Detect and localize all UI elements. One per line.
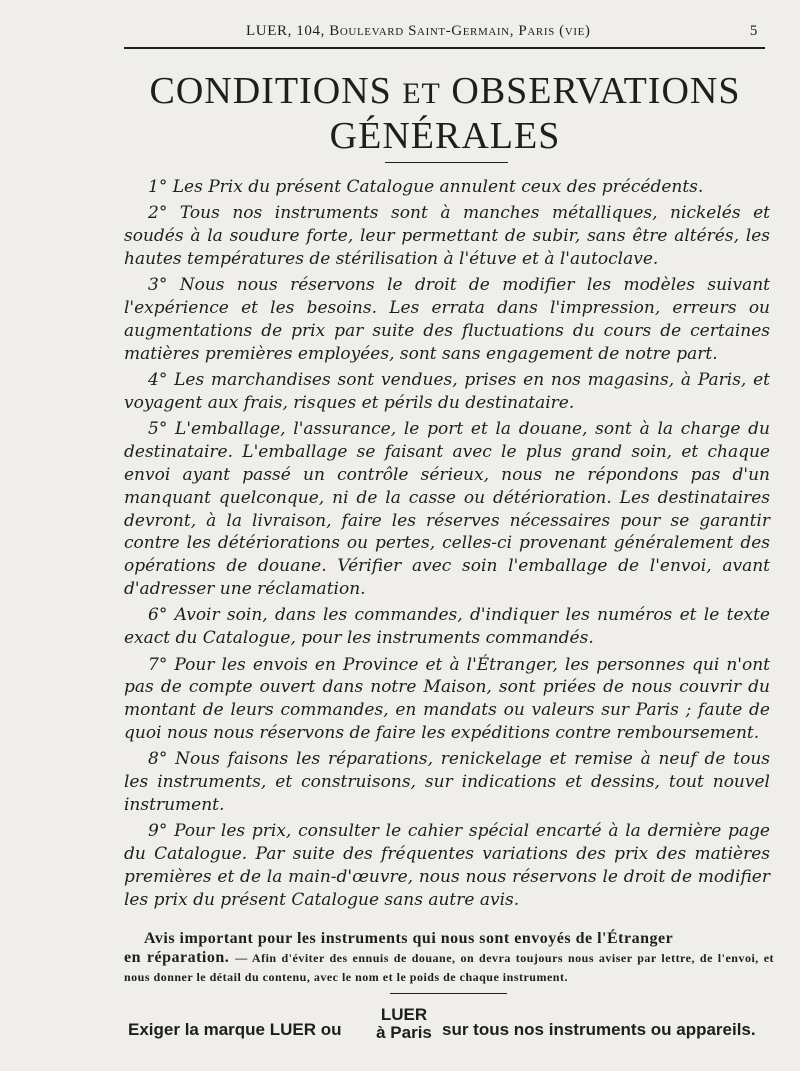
- conditions-list: [124, 176, 770, 915]
- running-header: [124, 22, 764, 44]
- condition-paragraph-1: 1° Les Prix du présent Catalogue annulent ceux des précédents.: [148, 177, 704, 197]
- brand-requirement-line: [124, 1006, 774, 1050]
- condition-paragraph-5: 5° L'emballage, l'assurance, le port et la douane, sont à la charge du destinataire. L'emballage se faisant avec le plus grand soin, et chaque envoi ayant passé un contrôle sérieux, nous ne répondons pas d'un manquant quelconque, ni de la casse ou détérioration. Les destinataires devront, à la livraison, faire les réserves nécessaires pour se garantir contre les détériorations ou pertes, celles-ci provenant généralement des opérations de douane. Vérifier avec soin l'emballage de l'envoi, avant d'adresser une réclamation.: [124, 419, 770, 599]
- condition-paragraph-6: 6° Avoir soin, dans les commandes, d'indiquer les numéros et le texte exact du Catalogue, pour les instruments commandés.: [124, 605, 770, 649]
- footer-rule: [390, 993, 507, 994]
- header-address: LUER, 104, Boulevard Saint-Germain, Paris (vie): [246, 23, 591, 39]
- page-title: [100, 70, 790, 157]
- title-word-observations: OBSERVATIONS: [451, 70, 741, 112]
- notice-body: — Afin d'éviter des ennuis de douane, on devra toujours nous aviser par lettre, de l'envoi, et nous donner le détail du contenu, avec le nom et le poids de chaque instrument.: [124, 951, 775, 984]
- luer-paris-mark: [374, 1006, 434, 1042]
- mark-line-2: à Paris: [376, 1023, 432, 1042]
- mark-line-1: LUER: [380, 1005, 428, 1024]
- notice-heading: [124, 929, 774, 986]
- title-rule: [385, 162, 508, 163]
- brand-text-after: sur tous nos instruments ou appareils.: [442, 1020, 756, 1039]
- condition-paragraph-9: 9° Pour les prix, consulter le cahier spécial encarté à la dernière page du Catalogue. Par suite des fréquentes variations des prix des matières premières et de la main-d'œuvre, nous nous réservons le droit de modifier les prix du présent Catalogue sans autre avis.: [124, 821, 770, 910]
- condition-paragraph-2: 2° Tous nos instruments sont à manches métalliques, nickelés et soudés à la soudure forte, leur permettant de subir, sans être altérés, les hautes températures de stérilisation à l'étuve et à l'autoclave.: [124, 203, 770, 269]
- important-notice: [124, 929, 774, 986]
- condition-paragraph-3: 3° Nous nous réservons le droit de modifier les modèles suivant l'expérience et les besoins. Les errata dans l'impression, erreurs ou augmentations de prix par suite des fluctuations du cours de certaines matières premières employées, sont sans engagement de notre part.: [124, 275, 770, 364]
- header-rule: [124, 47, 765, 49]
- page-number: 5: [749, 23, 758, 39]
- notice-heading-line-2: en réparation.: [124, 949, 230, 966]
- condition-paragraph-4: 4° Les marchandises sont vendues, prises en nos magasins, à Paris, et voyagent aux frais, risques et périls du destinataire.: [124, 370, 770, 413]
- notice-heading-line-1: Avis important pour les instruments qui nous sont envoyés de l'Étranger: [144, 930, 674, 947]
- title-word-et: ET: [402, 77, 441, 110]
- title-word-conditions: CONDITIONS: [149, 70, 392, 112]
- brand-text-before: Exiger la marque LUER ou: [128, 1020, 342, 1039]
- title-line-1: [100, 70, 790, 115]
- condition-paragraph-7: 7° Pour les envois en Province et à l'Étranger, les personnes qui n'ont pas de compte ouvert dans notre Maison, sont priées de nous couvrir du montant de leurs commandes, en mandats ou valeurs sur Paris ; faute de quoi nous nous réservons de faire les expéditions contre remboursement.: [124, 654, 770, 743]
- title-line-2: GÉNÉRALES: [329, 115, 561, 157]
- condition-paragraph-8: 8° Nous faisons les réparations, renickelage et remise à neuf de tous les instruments, et construisons, sur indications et dessins, tout nouvel instrument.: [124, 749, 770, 815]
